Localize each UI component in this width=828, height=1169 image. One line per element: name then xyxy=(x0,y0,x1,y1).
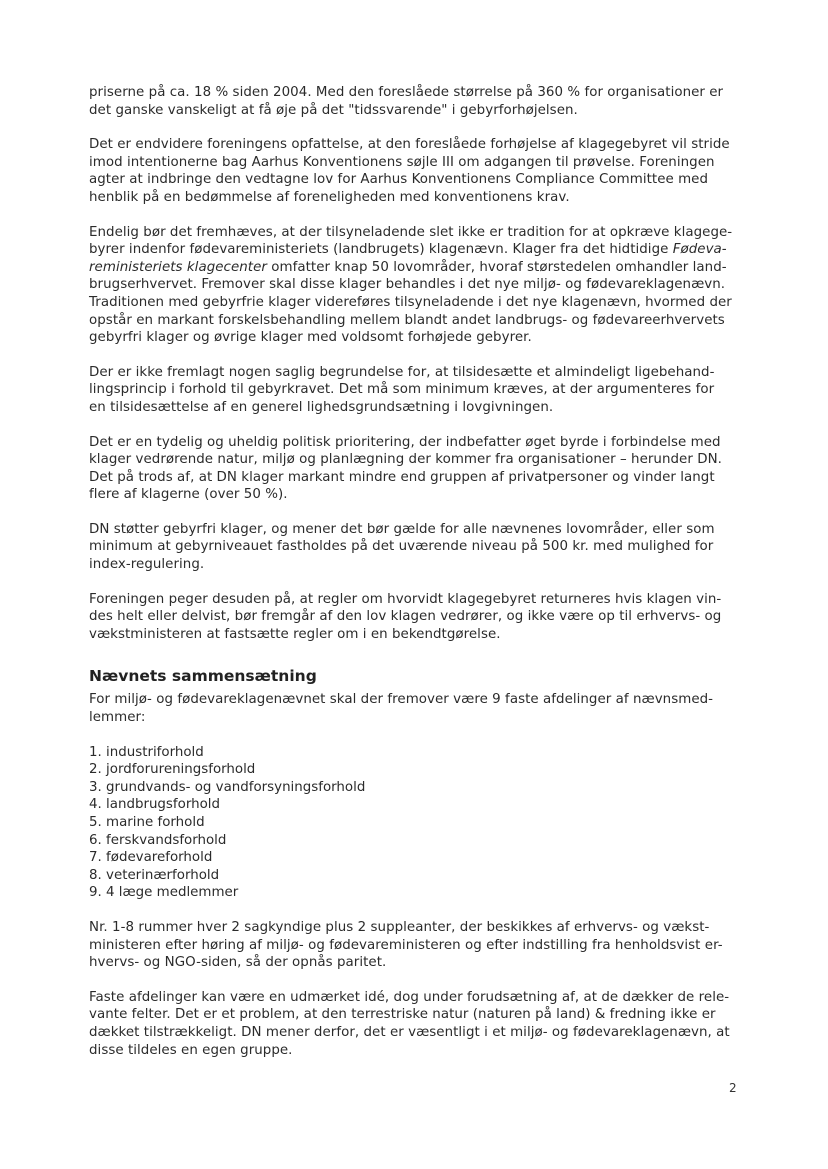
paragraph-fee-refund xyxy=(89,591,741,644)
paragraph-experts xyxy=(89,919,741,972)
department-list xyxy=(89,744,741,902)
text-line: vækstministeren at fastsætte regler om i en bekendtgørelse. xyxy=(89,626,501,642)
text-line: For miljø- og fødevareklagenævnet skal der fremover være 9 faste afdelinger af nævnsmed- xyxy=(89,692,714,708)
text-line: Det er endvidere foreningens opfattelse, at den foreslåede forhøjelse af klagegebyret vil stride xyxy=(89,137,730,153)
paragraph-price-increase xyxy=(89,84,741,119)
paragraph-food-ministry xyxy=(89,224,741,347)
text-line: index-regulering. xyxy=(89,557,205,573)
text-line: lemmer: xyxy=(89,710,146,726)
text-line: DN støtter gebyrfri klager, og mener det bør gælde for alle nævnenes lovområder, eller som xyxy=(89,521,715,537)
text-line: hvervs- og NGO-siden, så der opnås paritet. xyxy=(89,955,387,971)
text-line: Traditionen med gebyrfrie klager videreføres tilsyneladende i det nye klagenævn, hvormed der xyxy=(89,294,732,310)
list-item: 4. landbrugsforhold xyxy=(89,797,220,813)
paragraph-political-priority xyxy=(89,434,741,504)
text-line: ministeren efter høring af miljø- og fødevareministeren og efter indstilling fra henholdsvist er- xyxy=(89,937,723,953)
paragraph-aarhus-convention xyxy=(89,136,741,206)
text-line: Nr. 1-8 rummer hver 2 sagkyndige plus 2 suppleanter, der beskikkes af erhvervs- og vækst- xyxy=(89,919,710,935)
text-line: brugserhvervet. Fremover skal disse klager behandles i det nye miljø- og fødevareklagenævn. xyxy=(89,277,726,293)
text-line: flere af klagerne (over 50 %). xyxy=(89,487,288,503)
paragraph-fixed-departments xyxy=(89,989,741,1059)
text-line: omfatter knap 50 lovområder, hvoraf størstedelen omhandler land- xyxy=(266,259,727,275)
list-item: 1. industriforhold xyxy=(89,744,204,760)
text-line: det ganske vanskeligt at få øje på det "tidssvarende" i gebyrforhøjelsen. xyxy=(89,102,578,118)
text-line: gebyrfri klager og øvrige klager med voldsomt forhøjede gebyrer. xyxy=(89,330,532,346)
italic-text: Fødeva- xyxy=(672,242,727,258)
text-line: henblik på en bedømmelse af foreneligheden med konventionens krav. xyxy=(89,189,570,205)
text-line: Faste afdelinger kan være en udmærket idé, dog under forudsætning af, at de dækker de rele- xyxy=(89,989,730,1005)
list-item: 6. ferskvandsforhold xyxy=(89,832,227,848)
text-line: imod intentionerne bag Aarhus Konventionens søjle III om adgangen til prøvelse. Foreningen xyxy=(89,154,715,170)
text-line: dækket tilstrækkeligt. DN mener derfor, det er væsentligt i et miljø- og fødevareklagenævn, at xyxy=(89,1024,730,1040)
text-line: byrer indenfor fødevareministeriets (landbrugets) klagenævn. Klager fra det hidtidige xyxy=(89,242,673,258)
italic-text: reministeriets klagecenter xyxy=(89,259,267,275)
text-line: Endelig bør det fremhæves, at der tilsyneladende slet ikke er tradition for at opkræve klagege- xyxy=(89,224,733,240)
list-item: 5. marine forhold xyxy=(89,815,205,830)
text-line: en tilsidesættelse af en generel lighedsgrundsætning i lovgivningen. xyxy=(89,399,554,415)
text-line: minimum at gebyrniveauet fastholdes på det uværende niveau på 500 kr. med mulighed for xyxy=(89,539,714,555)
text-line: Der er ikke fremlagt nogen saglig begrundelse for, at tilsidesætte et almindeligt ligebehand- xyxy=(89,364,715,380)
text-line: lingsprincip i forhold til gebyrkravet. Det må som minimum kræves, at der argumenteres for xyxy=(89,382,715,398)
list-item: 9. 4 læge medlemmer xyxy=(89,885,239,901)
document-page xyxy=(89,84,741,1076)
text-line: agter at indbringe den vedtagne lov for Aarhus Konventionens Compliance Committee med xyxy=(89,172,709,188)
list-item: 7. fødevareforhold xyxy=(89,850,213,866)
paragraph-dn-position xyxy=(89,521,741,574)
text-line: Det er en tydelig og uheldig politisk prioritering, der indbefatter øget byrde i forbindelse med xyxy=(89,434,721,450)
text-line: Foreningen peger desuden på, at regler om hvorvidt klagegebyret returneres hvis klagen vin- xyxy=(89,591,722,607)
text-line: opstår en markant forskelsbehandling mellem blandt andet landbrugs- og fødevareerhvervets xyxy=(89,312,725,328)
text-line: priserne på ca. 18 % siden 2004. Med den foreslåede størrelse på 360 % for organisationer er xyxy=(89,85,724,100)
text-line: vante felter. Det er et problem, at den terrestriske natur (naturen på land) & fredning ikke er xyxy=(89,1007,716,1023)
section-heading: Nævnets sammensætning xyxy=(89,667,317,686)
page-number: 2 xyxy=(729,1081,737,1095)
list-item: 8. veterinærforhold xyxy=(89,867,220,883)
text-line: Det på trods af, at DN klager markant mindre end gruppen af privatpersoner og vinder langt xyxy=(89,469,715,485)
list-item: 2. jordforureningsforhold xyxy=(89,762,256,778)
section-intro xyxy=(89,691,741,726)
text-line: klager vedrørende natur, miljø og planlægning der kommer fra organisationer – herunder DN. xyxy=(89,452,722,468)
text-line: disse tildeles en egen gruppe. xyxy=(89,1042,293,1058)
list-item: 3. grundvands- og vandforsyningsforhold xyxy=(89,779,366,795)
text-line: des helt eller delvist, bør fremgår af den lov klagen vedrører, og ikke være op til erhvervs- og xyxy=(89,609,722,625)
paragraph-equal-treatment xyxy=(89,364,741,417)
